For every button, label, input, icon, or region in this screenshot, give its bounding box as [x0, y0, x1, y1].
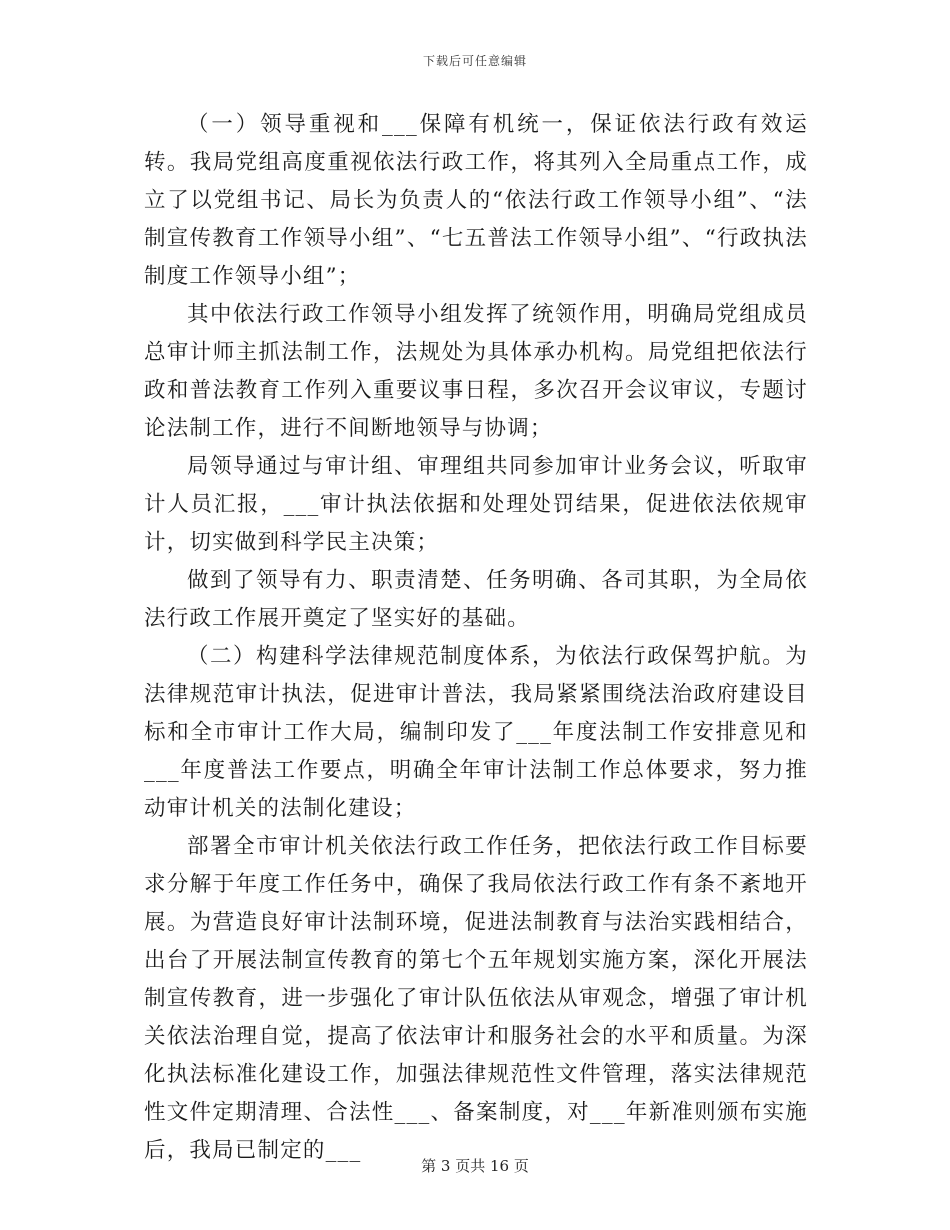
paragraph-3: 局领导通过与审计组、审理组共同参加审计业务会议，听取审计人员汇报，___审计执法依据和处理处罚结果，促进依法依规审计，切实做到科学民主决策；: [144, 454, 808, 555]
paragraph-5: （二）构建科学法律规范制度体系，为依法行政保驾护航。为法律规范审计执法，促进审计普法，我局紧紧围绕法治政府建设目标和全市审计工作大局，编制印发了___年度法制工作安排意见和___年度普法工作要点，明确全年审计法制工作总体要求，努力推动审计机关的法制化建设；: [144, 644, 808, 821]
document-body: [144, 106, 808, 1170]
page-header: 下载后可任意编辑: [422, 54, 527, 68]
paragraph-6: 部署全市审计机关依法行政工作任务，把依法行政工作目标要求分解于年度工作任务中，确保了我局依法行政工作有条不紊地开展。为营造良好审计法制环境，促进法制教育与法治实践相结合，出台了开展法制宣传教育的第七个五年规划实施方案，深化开展法制宣传教育，进一步强化了审计队伍依法从审观念，增强了审计机关依法治理自觉，提高了依法审计和服务社会的水平和质量。为深化执法标准化建设工作，加强法律规范性文件管理，落实法律规范性文件定期清理、合法性___、备案制度，对___年新准则颁布实施后，我局已制定的___: [144, 834, 808, 1163]
page-footer: 第 3 页共 16 页: [421, 1157, 529, 1175]
paragraph-1: （一）领导重视和___保障有机统一，保证依法行政有效运转。我局党组高度重视依法行政工作，将其列入全局重点工作，成立了以党组书记、局长为负责人的“依法行政工作领导小组”、“法制宣传教育工作领导小组”、“七五普法工作领导小组”、“行政执法制度工作领导小组”；: [144, 112, 808, 289]
paragraph-2: 其中依法行政工作领导小组发挥了统领作用，明确局党组成员总审计师主抓法制工作，法规处为具体承办机构。局党组把依法行政和普法教育工作列入重要议事日程，多次召开会议审议，专题讨论法制工作，进行不间断地领导与协调；: [144, 302, 808, 441]
paragraph-4: 做到了领导有力、职责清楚、任务明确、各司其职，为全局依法行政工作展开奠定了坚实好的基础。: [144, 568, 808, 631]
